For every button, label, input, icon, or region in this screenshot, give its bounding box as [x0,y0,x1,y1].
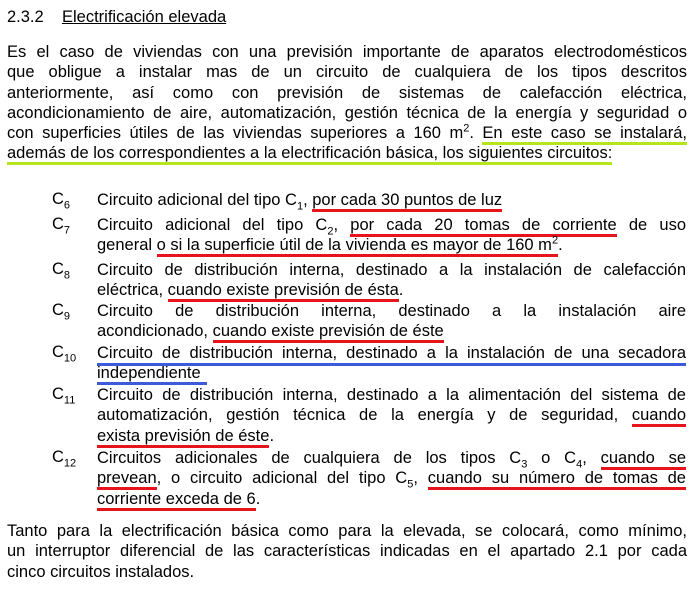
section-number: 2.3.2 [7,8,44,26]
circuit-code: $C_6$ [52,190,71,212]
intro-line: anteriormente, así como con previsión de sistemas de calefacción eléctrica, [7,83,687,102]
section-title: Electrificación elevada [62,8,227,26]
circuit-c6-text: Circuito adicional del tipo $C_1$, por cada 30 puntos de luz [97,191,503,213]
highlight-green: además de los correspondientes a la electrificación básica, los siguientes circuitos: [7,144,612,165]
section-heading [7,8,226,27]
circuit-c8-text: Circuito de distribución interna, destinado a la instalación de calefacción eléctrica, cuando existe previsión de ésta. [97,260,686,301]
highlight-red: cuando [632,406,686,427]
circuit-code: $C_{11}$ [52,385,76,407]
closing-line: cinco circuitos instalados. [7,562,195,581]
circuit-c11-text: Circuito de distribución interna, destinado a la alimentación del sistema de automatización, gestión técnica de la energía y de seguridad, cuando exista previsión de éste. [97,385,686,446]
circuit-c7-text: Circuito adicional del tipo $C_2$, por cada 20 tomas de corriente de uso general o si la superficie útil de la vivienda es mayor de 160 $m^2$. [97,215,686,256]
circuit-code: $C_8$ [52,260,71,282]
highlight-red: cuando se [601,449,686,470]
intro-line: acondicionamiento de aire, automatización, gestión técnica de la energía y seguridad o [7,103,687,122]
highlight-red: prevean [97,469,157,490]
intro-paragraph [7,42,687,164]
intro-line: con superficies útiles de las viviendas superiores a 160 $m^2$. En este caso se instalará, [7,123,687,143]
highlight-red: exista previsión de éste [97,427,269,448]
circuit-code: $C_{12}$ [52,448,77,470]
circuit-code: $C_9$ [52,301,71,323]
intro-line [7,143,687,163]
highlight-red: cuando existe previsión de ésta [168,281,399,302]
intro-line: que obligue a instalar mas de un circuito de cualquiera de los tipos descritos [7,63,687,82]
highlight-red: cuando su número de tomas de [428,469,686,490]
circuit-c10-text [97,343,686,384]
highlight-blue: Circuito de distribución interna, destinado a la instalación de una secadora [97,343,686,366]
closing-line: un interruptor diferencial de las características indicadas en el apartado 2.1 por cada [7,542,687,561]
highlight-green: En este caso se instalará, [482,124,687,145]
closing-line: Tanto para la electrificación básica como para la elevada, se colocará, como mínimo, [7,522,687,540]
circuit-code: $C_7$ [52,215,71,237]
intro-line: Es el caso de viviendas con una previsión importante de aparatos electrodomésticos [7,43,687,61]
closing-paragraph [7,521,687,582]
circuit-c12-text: Circuitos adicionales de cualquiera de los tipos $C_3$ o $C_4$, cuando se prevean, o circuito adicional del tipo $C_5$, cuando su número de tomas de corriente exceda de 6. [97,448,686,509]
circuit-c9-text: Circuito de distribución interna, destinado a la instalación aire acondicionado, cuando existe previsión de éste [97,301,686,342]
highlight-red: cuando existe previsión de éste [213,322,444,343]
highlight-blue: independiente [97,364,207,385]
highlight-red: por cada 30 puntos de luz [312,191,502,212]
highlight-red: corriente exceda de 6 [97,490,256,511]
highlight-red: o si la superficie útil de la vivienda es mayor de 160 $m^2$ [157,236,558,257]
circuit-code: $C_{10}$ [52,343,77,365]
highlight-red: por cada 20 tomas de corriente [350,216,616,237]
